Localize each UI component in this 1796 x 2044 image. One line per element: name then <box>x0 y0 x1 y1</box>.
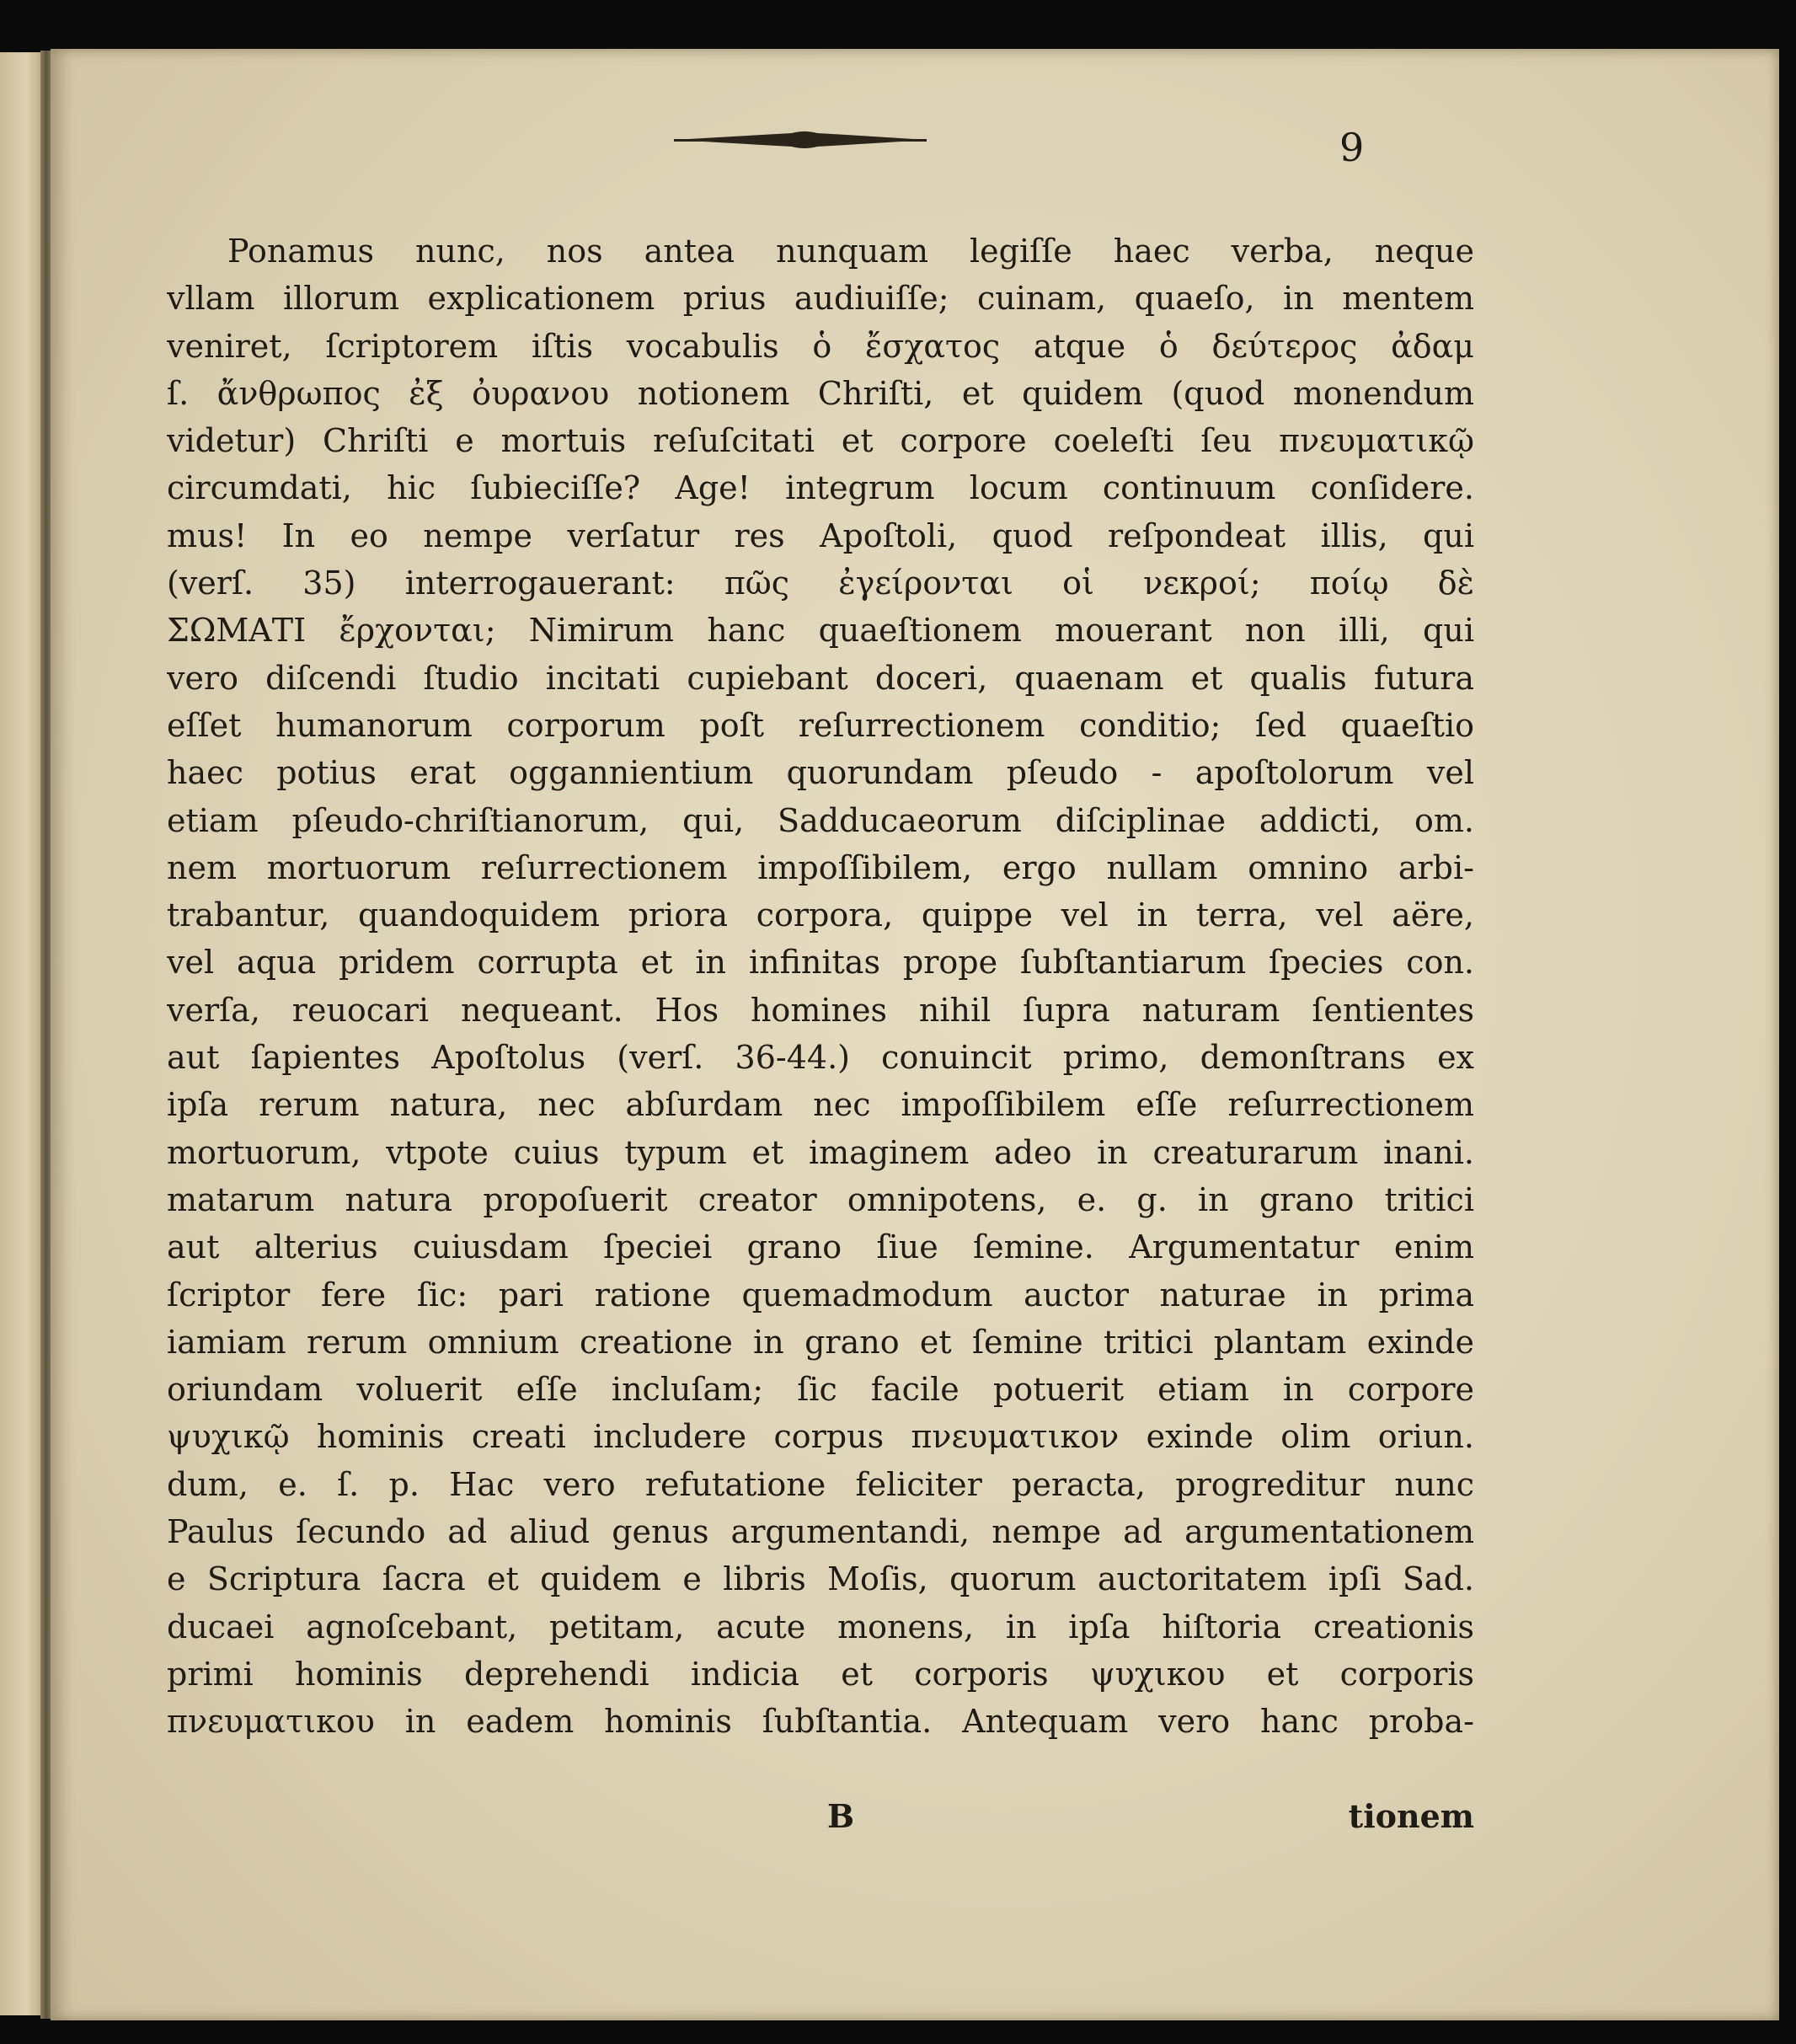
text-line: vllam illorum explicationem prius audiuiſſe; cuinam, quaeſo, in mentem <box>167 280 1474 318</box>
text-line: haec potius erat oggannientium quorundam pſeudo - apoſtolorum vel <box>167 754 1474 792</box>
text-line: iamiam rerum omnium creatione in grano et ſemine tritici plantam exinde <box>167 1323 1474 1361</box>
text-line: nem mortuorum reſurrectionem impoſſibilem, ergo nullam omnino arbi- <box>167 848 1474 886</box>
text-line: aut ſapientes Apoſtolus (verſ. 36-44.) conuincit primo, demonſtrans ex <box>167 1039 1474 1077</box>
text-line: verſa, reuocari nequeant. Hos homines nihil ſupra naturam ſentientes <box>167 991 1474 1029</box>
text-line: dum, e. ſ. p. Hac vero refutatione feliciter peracta, progreditur nunc <box>167 1465 1474 1503</box>
text-line: videtur) Chriſti e mortuis reſuſcitati et corpore coeleſti ſeu πνευματικῷ <box>167 422 1474 460</box>
text-line: veniret, ſcriptorem iſtis vocabulis ὁ ἔσχατος atque ὁ δεύτερος ἀδαμ <box>167 327 1474 365</box>
header-ornament <box>665 126 935 152</box>
text-line: e Scriptura ſacra et quidem e libris Moſis, quorum auctoritatem ipſi Sad. <box>167 1560 1474 1598</box>
text-line: primi hominis deprehendi indicia et corporis ψυχικου et corporis <box>167 1655 1474 1693</box>
text-line: Ponamus nunc, nos antea nunquam legiſſe haec verba, neque <box>227 233 1474 270</box>
text-line: ψυχικῷ hominis creati includere corpus πνευματικον exinde olim oriun. <box>167 1418 1474 1456</box>
text-line: ſ. ἄνθρωπος ἐξ ὀυρανου notionem Chriſti, et quidem (quod monendum <box>167 374 1474 412</box>
text-line: trabantur, quandoquidem priora corpora, quippe vel in terra, vel aëre, <box>167 896 1474 934</box>
page-number: 9 <box>1339 125 1365 170</box>
text-line: ducaei agnoſcebant, petitam, acute monens, in ipſa hiſtoria creationis <box>167 1608 1474 1645</box>
text-line: ſcriptor fere ſic: pari ratione quemadmodum auctor naturae in prima <box>167 1276 1474 1314</box>
text-line: πνευματικου in eadem hominis ſubſtantia. Antequam vero hanc proba- <box>167 1703 1474 1741</box>
text-line: eſſet humanorum corporum poſt reſurrectionem conditio; ſed quaeſtio <box>167 706 1474 744</box>
text-line: vero diſcendi ſtudio incitati cupiebant doceri, quaenam et qualis futura <box>167 659 1474 697</box>
text-line: ipſa rerum natura, nec abſurdam nec impoſſibilem eſſe reſurrectionem <box>167 1086 1474 1124</box>
facing-page-edge <box>0 52 44 2015</box>
catchword: tionem <box>1348 1797 1474 1835</box>
text-line: mortuorum, vtpote cuius typum et imaginem adeo in creaturarum inani. <box>167 1133 1474 1171</box>
signature-mark: B <box>826 1797 855 1835</box>
text-line: matarum natura propoſuerit creator omnipotens, e. g. in grano tritici <box>167 1180 1474 1218</box>
text-line: ΣΩΜΑΤΙ ἔρχονται; Nimirum hanc quaeſtionem mouerant non illi, qui <box>167 612 1474 650</box>
text-line: mus! In eo nempe verſatur res Apoſtoli, quod reſpondeat illis, qui <box>167 516 1474 554</box>
text-line: aut alterius cuiusdam ſpeciei grano ſiue ſemine. Argumentatur enim <box>167 1228 1474 1266</box>
page-footer <box>167 1791 1474 1842</box>
body-text <box>167 227 1474 1746</box>
text-line: circumdati, hic ſubieciſſe? Age! integrum locum continuum conſidere. <box>167 469 1474 507</box>
text-line: (verſ. 35) interrogauerant: πῶς ἐγείρονται οἱ νεκροί; ποίῳ δὲ <box>167 565 1474 602</box>
text-line: vel aqua pridem corrupta et in infinitas prope ſubſtantiarum ſpecies con. <box>167 944 1474 982</box>
text-line: oriundam voluerit eſſe incluſam; ſic facile potuerit etiam in corpore <box>167 1371 1474 1409</box>
text-line: etiam pſeudo-chriſtianorum, qui, Sadducaeorum diſciplinae addicti, om. <box>167 801 1474 839</box>
text-line: Paulus ſecundo ad aliud genus argumentandi, nempe ad argumentationem <box>167 1513 1474 1551</box>
